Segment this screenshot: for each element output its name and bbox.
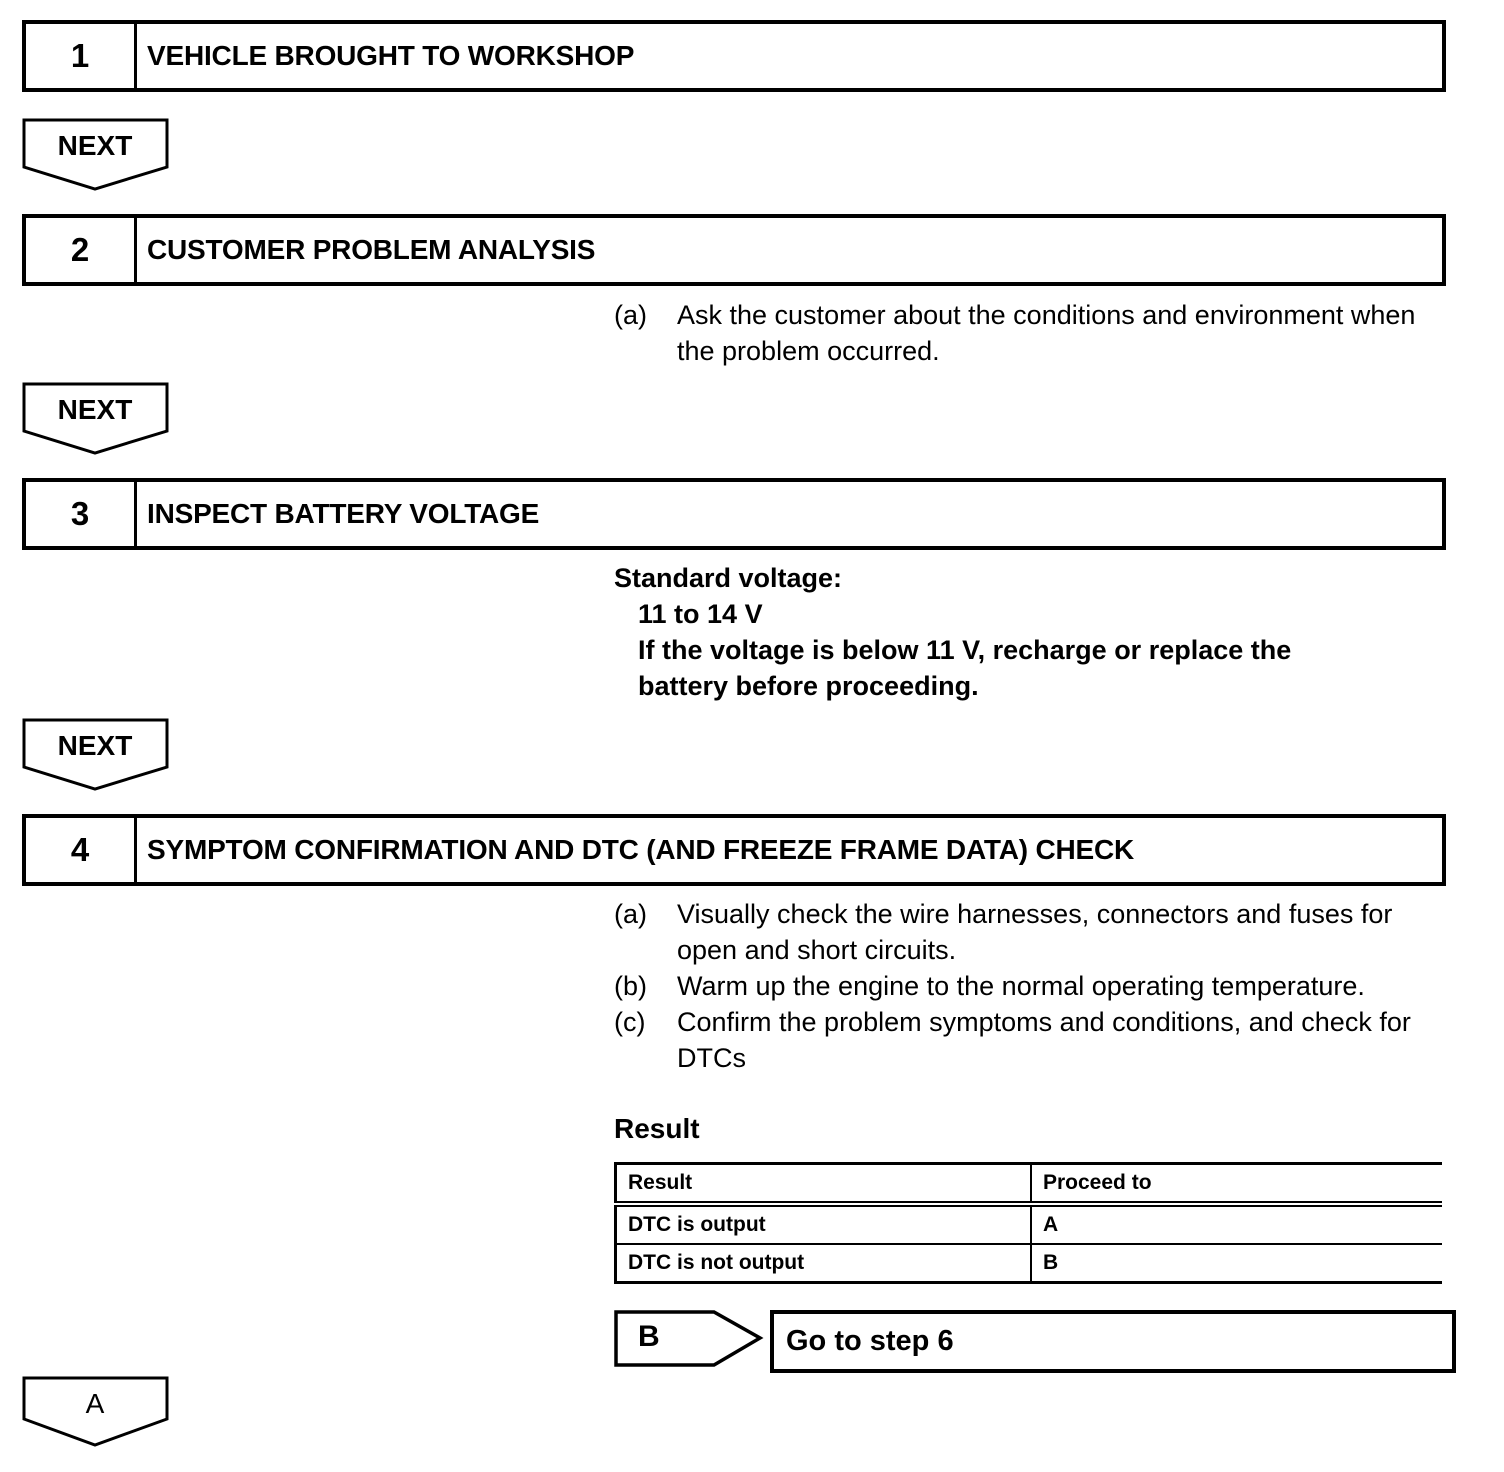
battery-voltage-spec xyxy=(614,560,1291,704)
spec-note-line-1: If the voltage is below 11 V, recharge or replace the xyxy=(638,635,1292,665)
spec-label: Standard voltage: xyxy=(614,563,843,593)
item-marker: (b) xyxy=(614,971,647,1001)
branch-b-tag xyxy=(614,1310,762,1368)
header-result: Result xyxy=(616,1164,1032,1205)
step-4-header xyxy=(22,814,1446,886)
step-2-instructions xyxy=(614,297,1444,369)
item-marker: (c) xyxy=(614,1007,646,1037)
cell-result: DTC is not output xyxy=(616,1244,1032,1283)
next-label: NEXT xyxy=(57,130,133,161)
cell-result: DTC is output xyxy=(616,1204,1032,1244)
instruction-item xyxy=(614,968,1444,1004)
item-text: Visually check the wire harnesses, connectors and fuses for open and short circuits. xyxy=(677,899,1393,965)
spec-value: 11 to 14 V xyxy=(638,599,763,629)
next-arrow-3 xyxy=(22,718,170,792)
next-arrow-1 xyxy=(22,118,170,192)
step-3-header xyxy=(22,478,1446,550)
step-number: 3 xyxy=(26,482,137,546)
next-label: NEXT xyxy=(57,394,133,425)
next-arrow-2 xyxy=(22,382,170,456)
item-marker: (a) xyxy=(614,899,647,929)
spec-note-line-2: battery before proceeding. xyxy=(638,671,979,701)
branch-a-arrow xyxy=(22,1376,170,1450)
result-table xyxy=(614,1162,1442,1284)
right-arrow-tag-icon xyxy=(614,1310,764,1370)
step-number: 4 xyxy=(26,818,137,882)
table-row xyxy=(616,1244,1443,1283)
item-marker: (a) xyxy=(614,300,647,330)
cell-proceed-to: A xyxy=(1031,1204,1442,1244)
step-title: CUSTOMER PROBLEM ANALYSIS xyxy=(147,234,596,265)
step-1-header xyxy=(22,20,1446,92)
step-number: 2 xyxy=(26,218,137,282)
step-title: INSPECT BATTERY VOLTAGE xyxy=(147,498,540,529)
item-text: Warm up the engine to the normal operating temperature. xyxy=(677,971,1365,1001)
table-row xyxy=(616,1204,1443,1244)
branch-tag-label: B xyxy=(638,1320,660,1353)
step-title: SYMPTOM CONFIRMATION AND DTC (AND FREEZE FRAME DATA) CHECK xyxy=(147,834,1135,865)
item-text: Confirm the problem symptoms and conditions, and check for DTCs xyxy=(677,1007,1411,1073)
instruction-item xyxy=(614,1004,1444,1076)
step-2-header xyxy=(22,214,1446,286)
step-title: VEHICLE BROUGHT TO WORKSHOP xyxy=(147,40,635,71)
cell-proceed-to: B xyxy=(1031,1244,1442,1283)
step-number: 1 xyxy=(26,24,137,88)
header-proceed-to: Proceed to xyxy=(1031,1164,1442,1205)
branch-a-label: A xyxy=(85,1388,105,1419)
instruction-item xyxy=(614,297,1444,369)
result-heading: Result xyxy=(614,1113,700,1144)
table-header-row xyxy=(616,1164,1443,1205)
item-text: Ask the customer about the conditions and environment when the problem occurred. xyxy=(677,300,1416,366)
next-label: NEXT xyxy=(57,730,133,761)
branch-b-target: Go to step 6 xyxy=(770,1310,1456,1373)
step-4-instructions xyxy=(614,896,1444,1076)
instruction-item xyxy=(614,896,1444,968)
